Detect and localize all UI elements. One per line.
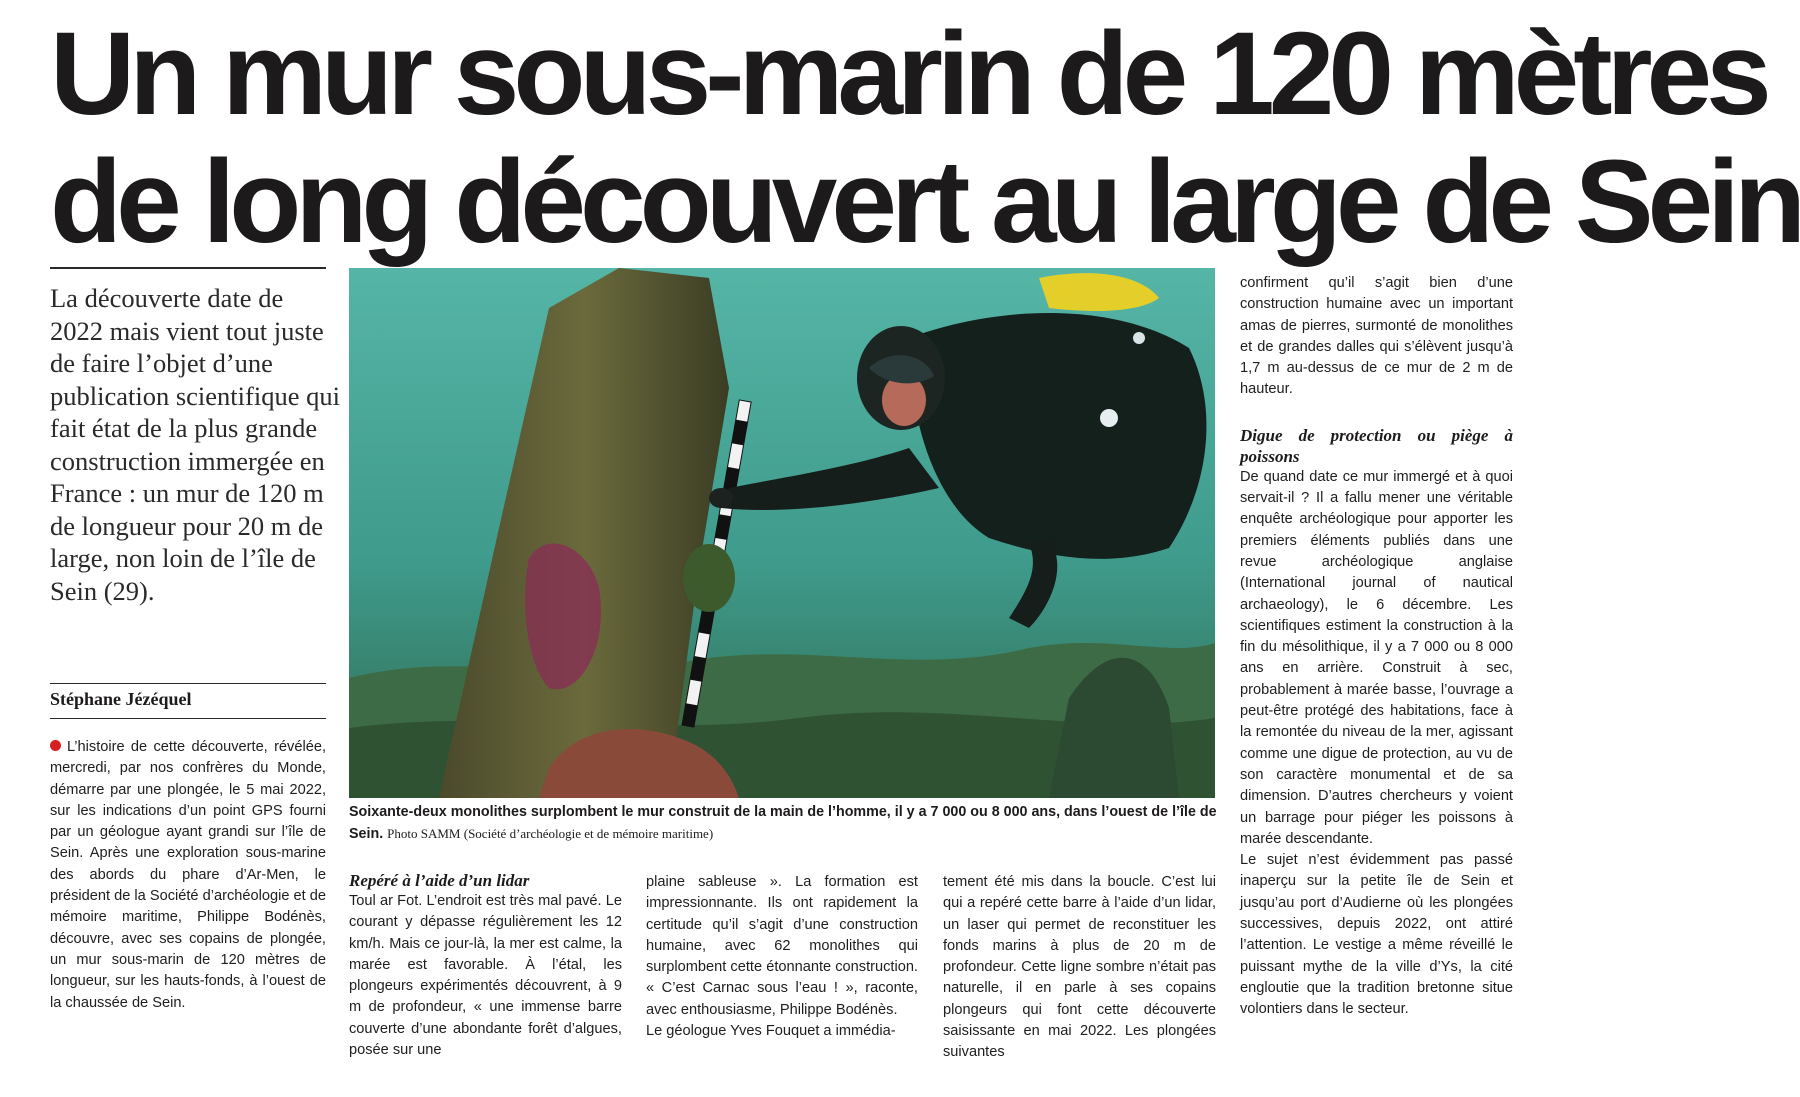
article-column-1 <box>50 737 326 1014</box>
column-4-text: tement été mis dans la boucle. C’est lui qui a repéré cette barre à l’aide d’un lidar, un laser qui permet de reconstituer les fonds marins à plus de 20 m de profondeur. Cette ligne sombre n’était pas naturelle, il en parle à ses copains plongeurs qui font cette découverte saisissante en mai 2022. Les plongées suivantes <box>943 874 1216 1061</box>
author-bottom-rule <box>50 718 326 719</box>
chapeau-top-rule <box>50 267 326 269</box>
article-column-5 <box>1240 273 1513 1021</box>
column-5-text-middle: De quand date ce mur immergé et à quoi servait-il ? Il a fallu mener une véritable enquête archéologique pour apporter les premiers éléments publiés dans une revue archéologique anglaise (International journal of nautical archaeology), le 6 décembre. Les scientifiques estiment la construction à la fin du mésolithique, il y a 7 000 ou 8 000 ans en arrière. Construit à sec, probablement à marée basse, l’ouvrage a peut-être protégé des habitations, face à la remontée du niveau de la mer, agissant comme une digue de protection, au vu de son caractère monumental et de sa dimension. D’autres chercheurs y voient un barrage pour piéger les poissons à marée descendante. <box>1240 468 1513 847</box>
column-3-text: plaine sableuse ». La formation est impressionnante. Ils ont rapidement la certitude qu’il s’agit d’une construction humaine, avec 62 monolithes qui surplombent cette étonnante construction. « C’est Carnac sous l’eau ! », raconte, avec enthousiasme, Philippe Bodénès. <box>646 874 918 1018</box>
column-5-text-bottom: Le sujet n’est évidemment pas passé inaperçu sur la petite île de Sein et jusqu’au port d’Audierne où les plongées successives, depuis 2022, ont attiré l’attention. Le vestige a même réveillé le puissant mythe de la ville d’Ys, la cité engloutie que la tradition bretonne situe volontiers dans le secteur. <box>1240 852 1513 1018</box>
caption-text: Soixante-deux monolithes surplombent le mur construit de la main de l’homme, il y a 7 000 ou 8 000 ans, dans l’ouest de l’île de Sein. <box>349 804 1217 842</box>
column-3-text-end: Le géologue Yves Fouquet a immédia- <box>646 1023 896 1040</box>
column-5-text-top: confirment qu’il s’agit bien d’une construction humaine avec un important amas de pierres, surmonté de monolithes et de grandes dalles qui s’élèvent jusqu’à 1,7 m au-dessus de ce mur de 2 m de hauteur. <box>1240 275 1513 398</box>
article-photo <box>349 268 1215 798</box>
subhead-lidar: Repéré à l’aide d’un lidar <box>349 871 530 890</box>
photo-credit: Photo SAMM (Société d’archéologie et de mémoire maritime) <box>387 826 714 841</box>
headline-line-2: de long découvert au large de Sein <box>50 136 1800 268</box>
column-2-text: Toul ar Fot. L’endroit est très mal pavé. Le courant y dépasse régulièrement les 12 km/h. Mais ce jour-là, la mer est calme, la marée est favorable. À l’étal, les plongeurs expérimentés découvrent, à 9 m de profondeur, « une immense barre couverte d’une abondante forêt d’algues, posée sur une <box>349 893 622 1059</box>
author-top-rule <box>50 683 326 684</box>
chapeau: La découverte date de 2022 mais vient tout juste de faire l’objet d’une publication scientifique qui fait état de la plus grande construction immergée en France : un mur de 120 m de longueur pour 20 m de large, non loin de l’île de Sein (29). <box>50 283 340 606</box>
headline <box>50 8 1800 268</box>
article-column-4 <box>943 872 1216 1064</box>
article-column-2 <box>349 870 622 1061</box>
headline-line-1: Un mur sous-marin de 120 mètres <box>50 8 1766 140</box>
subhead-digue: Digue de protection ou piège à poissons <box>1240 425 1513 466</box>
red-bullet-icon <box>50 740 61 751</box>
column-1-text: L’histoire de cette découverte, révélée, mercredi, par nos confrères du Monde, démarre par une plongée, le 5 mai 2022, sur les indications d’un point GPS fourni par un géologue ayant grandi sur l’île de Sein. Après une exploration sous-marine des abords du phare d’Ar-Men, le président de la Société d’archéologie et de mémoire maritime, Philippe Bodénès, découvre, avec ses copains de plongée, un mur sous-marin de 120 mètres de longueur, sur les hauts-fonds, à l’ouest de la chaussée de Sein. <box>50 739 326 1011</box>
photo-caption <box>349 801 1217 845</box>
diver-underwater-photo <box>349 268 1215 798</box>
article-column-3 <box>646 872 918 1042</box>
author-byline: Stéphane Jézéquel <box>50 689 192 709</box>
